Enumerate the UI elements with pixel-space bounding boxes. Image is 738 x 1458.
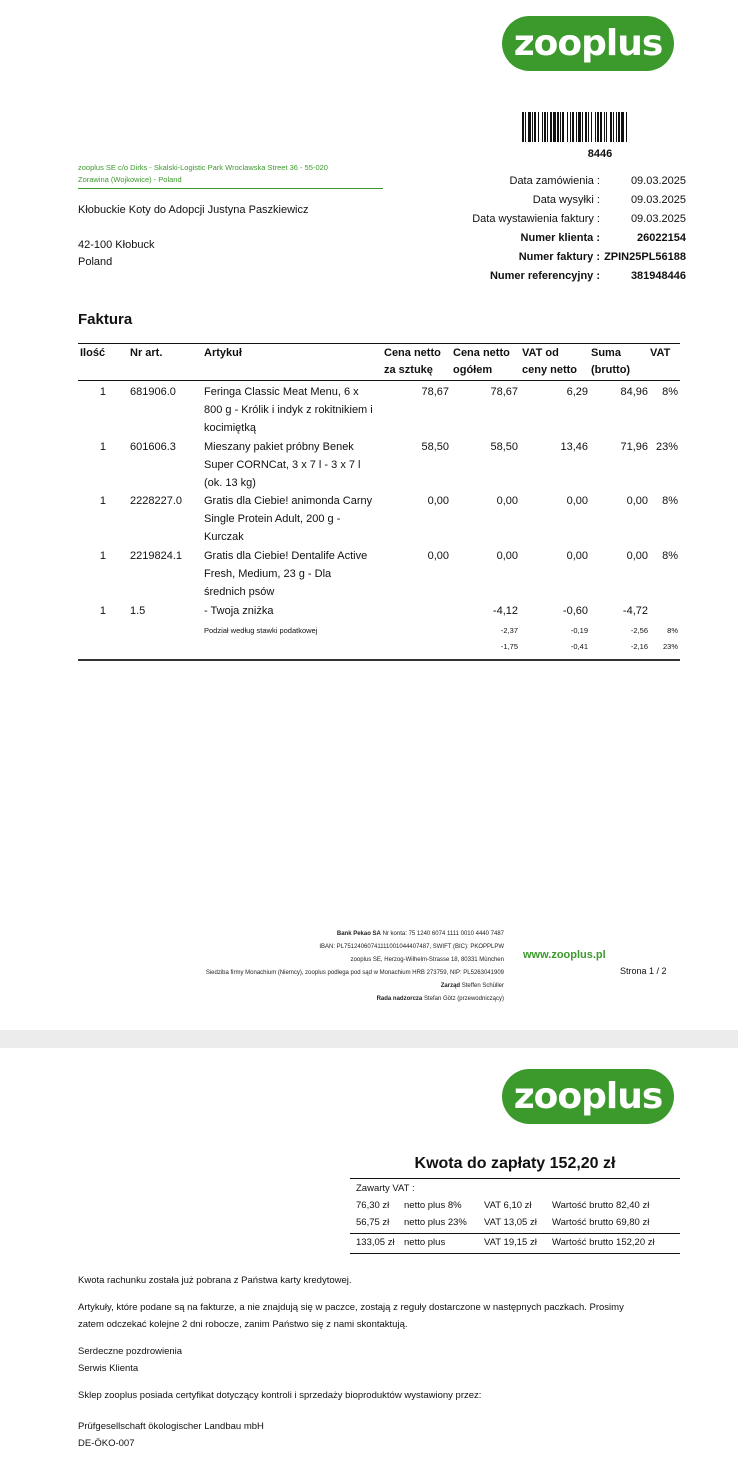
note-code: DE-ÖKO-007 — [78, 1438, 135, 1449]
vat-total-row — [350, 1234, 680, 1251]
footer-bank — [100, 928, 504, 941]
split-gross: -2,16 — [630, 642, 648, 651]
header-unit-net — [384, 345, 441, 379]
footer-board-name: Steffen Schüller — [461, 983, 504, 989]
vat-row-net: 76,30 zł — [356, 1200, 390, 1211]
cell-qty: 1 — [99, 386, 106, 398]
company-footer — [100, 928, 504, 1006]
total-net: 133,05 zł — [356, 1237, 395, 1248]
website-link[interactable]: www.zooplus.pl — [523, 949, 606, 961]
meta-value: 09.03.2025 — [630, 175, 686, 187]
cell-article-line: 800 g - Królik i indyk z rokitnikiem i — [204, 404, 373, 416]
invoice-page-2 — [0, 1048, 738, 1458]
header-total-net-line1: Cena netto — [453, 347, 510, 359]
meta-value: 09.03.2025 — [630, 194, 686, 206]
table-bottom-border — [78, 659, 680, 661]
header-vat: VAT — [650, 347, 671, 359]
cell-article-line: Mieszany pakiet próbny Benek — [204, 440, 354, 453]
summary-top-border — [350, 1178, 680, 1179]
barcode — [522, 112, 678, 142]
meta-row — [366, 267, 686, 286]
header-vat-from — [522, 345, 577, 379]
cell-vat-rate: 8% — [662, 495, 678, 507]
total-vat: VAT 19,15 zł — [484, 1237, 537, 1248]
meta-label: Data wysyłki : — [532, 194, 600, 206]
vat-rows — [350, 1197, 680, 1237]
page-number: Strona 1 / 2 — [620, 966, 667, 976]
footer-bank-label: Bank Pekao SA — [336, 931, 381, 937]
barcode-number: 8446 — [587, 148, 613, 160]
footer-board-label: Zarząd — [440, 983, 461, 989]
cell-article-number: 2228227.0 — [130, 495, 182, 507]
cell-vat-rate: 8% — [662, 386, 678, 398]
discount-qty: 1 — [99, 605, 106, 617]
cell-gross: 0,00 — [626, 495, 648, 507]
split-total-net: -1,75 — [500, 642, 518, 651]
split-vat-amount: -0,19 — [570, 626, 588, 635]
header-total-net — [453, 345, 510, 379]
note-missing-line2: zatem odczekać kolejne 2 dni robocze, zanim Państwo się z nami skontaktują. — [78, 1319, 408, 1330]
vat-row-vat: VAT 13,05 zł — [484, 1217, 537, 1228]
cell-article-line: kocimiętką — [204, 422, 256, 434]
meta-label: Numer faktury : — [518, 251, 600, 263]
meta-row — [366, 191, 686, 210]
cell-unit-net: 78,67 — [421, 386, 449, 398]
header-sum-line2: (brutto) — [591, 364, 631, 376]
cell-gross: 84,96 — [620, 386, 648, 398]
vat-row-label: netto plus 8% — [404, 1200, 462, 1211]
split-vat-amount: -0,41 — [570, 642, 588, 651]
cell-total-net: 58,50 — [490, 440, 518, 453]
table-header-border — [78, 380, 680, 381]
cell-vat-amount: 6,29 — [566, 386, 588, 398]
cell-article-number: 601606.3 — [130, 440, 176, 453]
total-label: netto plus — [404, 1237, 446, 1248]
cell-vat-rate: 8% — [662, 549, 678, 562]
meta-row — [366, 172, 686, 191]
cell-gross: 71,96 — [620, 440, 648, 453]
cell-article-line: Kurczak — [204, 531, 244, 543]
vat-row-vat: VAT 6,10 zł — [484, 1200, 532, 1211]
footer-address: zooplus SE, Herzog-Wilhelm-Strasse 18, 80331 München — [350, 957, 504, 963]
recipient-country: Poland — [78, 256, 113, 268]
table-header — [78, 345, 680, 381]
split-vat-rate: 23% — [662, 642, 678, 651]
cell-qty: 1 — [99, 440, 106, 453]
footer-supervisory-label: Rada nadzorcza — [376, 996, 423, 1002]
header-unit-net-line2: za sztukę — [384, 364, 433, 376]
sender-line-2: Zorawina (Wojkowice) - Poland — [78, 175, 182, 184]
summary-bottom-border — [350, 1253, 680, 1254]
meta-value: 26022154 — [637, 232, 686, 244]
cell-article-line: Gratis dla Ciebie! animonda Carny — [204, 495, 373, 507]
cell-unit-net: 58,50 — [421, 440, 449, 453]
footer-seat: Siedziba firmy Monachium (Niemcy), zooplus podlega pod sąd w Monachium HRB 273759, NIP: PL5263041909 — [205, 970, 504, 976]
meta-value: 381948446 — [630, 270, 686, 282]
recipient-address — [78, 237, 154, 271]
vat-row-gross: Wartość brutto 69,80 zł — [552, 1217, 650, 1228]
cell-article-line: Fresh, Medium, 23 g - Dla — [204, 567, 332, 580]
recipient-city: 42-100 Kłobuck — [78, 239, 155, 251]
vat-row-net: 56,75 zł — [356, 1217, 390, 1228]
cell-article-line: Gratis dla Ciebie! Dentalife Active — [204, 549, 368, 562]
zooplus-logo-page2: zooplus — [502, 1069, 674, 1124]
header-sum — [591, 345, 630, 379]
cell-article-line: Feringa Classic Meat Menu, 6 x — [204, 386, 359, 398]
meta-value: 09.03.2025 — [630, 213, 686, 225]
note-greeting: Serdeczne pozdrowienia — [78, 1346, 183, 1357]
meta-label: Data wystawienia faktury : — [472, 213, 600, 225]
amount-due: Kwota do zapłaty 152,20 zł — [414, 1155, 616, 1172]
note-paid: Kwota rachunku została już pobrana z Państwa karty kredytowej. — [78, 1275, 352, 1286]
page-title: Faktura — [78, 311, 133, 328]
note-signature: Serwis Klienta — [78, 1363, 139, 1374]
notes — [78, 1272, 678, 1452]
header-total-net-line2: ogółem — [453, 364, 493, 376]
meta-label: Numer klienta : — [520, 232, 600, 244]
sender-line-1: zooplus SE c/o Dirks - Skalski-Logistic Park Wroclawska Street 36 - 55-020 — [78, 163, 328, 172]
meta-row — [366, 248, 686, 267]
note-missing-line1: Artykuły, które podane są na fakturze, a nie znajdują się w paczce, zostają z reguły dostarczone w następnych paczkach. Prosimy — [78, 1302, 624, 1313]
meta-row — [366, 210, 686, 229]
discount-label: - Twoja zniżka — [204, 605, 274, 617]
cell-total-net: 0,00 — [496, 549, 518, 562]
split-vat-rate: 8% — [667, 626, 678, 635]
cell-unit-net: 0,00 — [427, 549, 449, 562]
note-certificate: Sklep zooplus posiada certyfikat dotyczący kontroli i sprzedaży bioproduktów wystawiony przez: — [78, 1390, 482, 1401]
meta-label: Data zamówienia : — [509, 175, 600, 187]
sender-divider — [78, 188, 383, 189]
discount-vat-amount: -0,60 — [562, 605, 588, 617]
header-nr: Nr art. — [130, 347, 163, 359]
cell-qty: 1 — [99, 495, 106, 507]
cell-vat-rate: 23% — [655, 440, 678, 453]
discount-gross: -4,72 — [622, 605, 648, 617]
header-qty: Ilość — [80, 347, 106, 359]
split-label: Podział według stawki podatkowej — [204, 626, 318, 635]
header-vat-from-line2: ceny netto — [522, 364, 578, 376]
cell-article-line: średnich psów — [204, 585, 275, 598]
cell-total-net: 0,00 — [496, 495, 518, 507]
discount-number: 1.5 — [130, 605, 146, 617]
total-gross: Wartość brutto 152,20 zł — [552, 1237, 655, 1248]
table-top-border — [78, 343, 680, 344]
footer-supervisory-name: Stefan Götz (przewodniczący) — [423, 996, 504, 1002]
note-organization: Prüfgesellschaft ökologischer Landbau mbH — [78, 1421, 264, 1432]
footer-iban: IBAN: PL75124060741111001044407487, SWIFT (BIC): PKOPPLPW — [319, 944, 504, 950]
header-article: Artykuł — [204, 347, 242, 359]
cell-article-line: Single Protein Adult, 200 g - — [204, 513, 341, 525]
split-total-net: -2,37 — [500, 626, 518, 635]
cell-vat-amount: 13,46 — [560, 440, 588, 453]
footer-supervisory — [100, 993, 504, 1006]
discount-total-net: -4,12 — [492, 605, 518, 617]
vat-row-gross: Wartość brutto 82,40 zł — [552, 1200, 650, 1211]
split-gross: -2,56 — [630, 626, 648, 635]
footer-bank-account: Nr konta: 75 1240 6074 1111 0010 4440 7487 — [382, 931, 504, 937]
meta-label: Numer referencyjny : — [489, 270, 600, 282]
cell-article-line: Super CORNCat, 3 x 7 l - 3 x 7 l — [204, 458, 361, 471]
cell-gross: 0,00 — [626, 549, 648, 562]
cell-article-line: (ok. 13 kg) — [204, 476, 256, 489]
vat-row-label: netto plus 23% — [404, 1217, 467, 1228]
cell-unit-net: 0,00 — [427, 495, 449, 507]
invoice-meta — [366, 172, 686, 286]
page-separator — [0, 1030, 738, 1048]
footer-board — [100, 980, 504, 993]
meta-value: ZPIN25PL56188 — [604, 251, 686, 263]
vat-contains-label: Zawarty VAT : — [356, 1183, 415, 1194]
table-body — [78, 383, 680, 653]
cell-total-net: 78,67 — [490, 386, 518, 398]
header-sum-line1: Suma — [591, 347, 621, 359]
cell-article-number: 2219824.1 — [130, 549, 182, 562]
zooplus-logo: zooplus — [502, 16, 674, 71]
meta-row — [366, 229, 686, 248]
sender-address — [78, 162, 388, 186]
cell-article-number: 681906.0 — [130, 386, 176, 398]
cell-vat-amount: 0,00 — [566, 495, 588, 507]
header-unit-net-line1: Cena netto — [384, 347, 441, 359]
recipient-name: Kłobuckie Koty do Adopcji Justyna Paszkiewicz — [78, 204, 309, 216]
header-vat-from-line1: VAT od — [522, 347, 559, 359]
cell-qty: 1 — [99, 549, 106, 562]
cell-vat-amount: 0,00 — [566, 549, 588, 562]
